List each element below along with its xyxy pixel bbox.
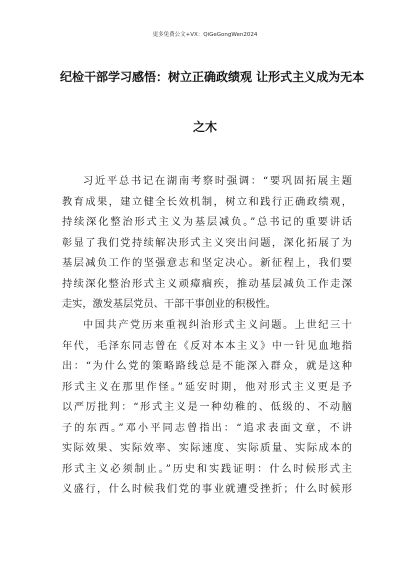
paragraph-line: 以严厉批判：“形式主义是一种幼稚的、低级的、不动脑 bbox=[62, 402, 352, 413]
paragraph-line: 子的东西。”邓小平同志曾指出：“追求表面文章，不讲 bbox=[62, 422, 352, 434]
paragraph-line: 彰显了我们党持续解决形式主义突出问题，深化拓展了为 bbox=[62, 237, 352, 249]
paragraph-line: 教育成果，建立健全长效机制，树立和践行正确政绩观， bbox=[62, 196, 352, 208]
paragraph-line: 基层减负工作的坚强意志和坚定决心。新征程上，我们要 bbox=[62, 258, 352, 269]
paragraph-line: 年代，毛泽东同志曾在《反对本本主义》中一针见血地指 bbox=[62, 340, 352, 352]
paragraph-line: 形式主义在那里作怪。”延安时期，他对形式主义更是予 bbox=[62, 381, 352, 393]
paragraph-2 bbox=[62, 316, 352, 501]
header-note: 更多免费公文+VX：QiGeGongWen2024 bbox=[152, 32, 258, 38]
paragraph-line: 习近平总书记在湖南考察时强调：“要巩固拓展主题 bbox=[83, 176, 352, 187]
paragraph-line: 中国共产党历来重视纠治形式主义问题。上世纪三十 bbox=[83, 320, 352, 331]
paragraph-line: 持续深化整治形式主义顽瘴痼疾，推动基层减负工作走深 bbox=[62, 278, 352, 290]
paragraph-line: 实际效果、实际效率、实际速度、实际质量、实际成本的 bbox=[62, 443, 352, 454]
paragraph-1 bbox=[62, 172, 352, 316]
document-title-line-1: 纪检干部学习感悟：树立正确政绩观 让形式主义成为无本 bbox=[60, 70, 365, 84]
paragraph-line: 形式主义必须制止。”历史和实践证明：什么时候形式主 bbox=[62, 463, 352, 475]
paragraph-line: 走实，激发基层党员、干部干事创业的积极性。 bbox=[62, 299, 276, 310]
paragraph-line: 出：“为什么党的策略路线总是不能深入群众，就是这种 bbox=[62, 361, 352, 372]
paragraph-line: 持续深化整治形式主义为基层减负。”总书记的重要讲话 bbox=[62, 217, 352, 228]
document-title-line-2: 之木 bbox=[192, 120, 217, 134]
paragraph-line: 义盛行，什么时候我们党的事业就遭受挫折；什么时候形 bbox=[62, 484, 352, 495]
